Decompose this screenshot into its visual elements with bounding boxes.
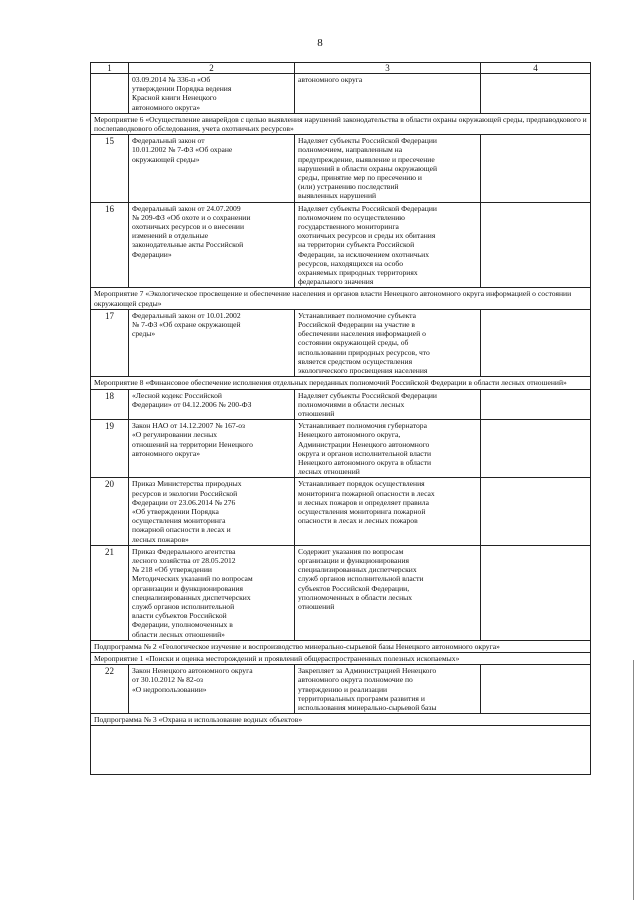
note-cell: [481, 420, 591, 478]
section-title: Подпрограмма № 3 «Охрана и использование водных объектов»: [91, 714, 591, 726]
table-row: [91, 420, 591, 478]
row-number: 17: [91, 309, 129, 376]
row-number: 22: [91, 665, 129, 714]
description-cell: Закрепляет за Администрацией Ненецкого автономного округа полномочие по утверждению и реализации территориальных программ развития и использования минерально-сырьевой базы: [295, 665, 481, 714]
section-title: Мероприятие 6 «Осуществление авиарейдов с целью выявления нарушений законодательства в области охраны окружающей среды, предпаводкового и послепаводкового обследования, учета охотничьих ресурсов»: [91, 113, 591, 134]
row-number: 21: [91, 545, 129, 640]
note-cell: [481, 309, 591, 376]
row-number: [91, 74, 129, 114]
description-cell: Устанавливает полномочие субъекта Российской Федерации на участие в обеспечении населения информацией о состоянии окружающей среды, об использовании природных ресурсов, что является средством осуществления экологического просвещения населения: [295, 309, 481, 376]
legal-act-cell: Закон Ненецкого автономного округа от 30.10.2012 № 82-оз «О недропользовании»: [129, 665, 295, 714]
description-cell: автономного округа: [295, 74, 481, 114]
legal-act-cell: «Лесной кодекс Российской Федерации» от 04.12.2006 № 200-ФЗ: [129, 389, 295, 420]
section-row: [91, 640, 591, 652]
description-cell: Содержит указания по вопросам организации и функционирования специализированных диспетчерских служб органов исполнительной власти субъектов Российской Федерации, уполномоченных в области лесных отношений: [295, 545, 481, 640]
section-title: Мероприятие 1 «Поиски и оценка месторождений и проявлений общераспространенных полезных ископаемых»: [91, 652, 591, 664]
note-cell: [481, 478, 591, 545]
section-row: [91, 714, 591, 726]
note-cell: [481, 665, 591, 714]
table-row: [91, 665, 591, 714]
row-number: 19: [91, 420, 129, 478]
description-cell: Наделяет субъекты Российской Федерации полномочием по осуществлению государственного мониторинга охотничьих ресурсов и среды их обитания на территории субъекта Российской Федерации, за исключением охотничьих ресурсов, находящихся на особо охраняемых природных территориях федерального значения: [295, 202, 481, 288]
column-header: 2: [129, 63, 295, 74]
table-row: [91, 135, 591, 202]
legal-act-cell: Приказ Министерства природных ресурсов и экологии Российской Федерации от 23.06.2014 № 276 «Об утверждении Порядка осуществления мониторинга пожарной опасности в лесах и лесных пожаров»: [129, 478, 295, 545]
table-row: [91, 309, 591, 376]
table-row: [91, 545, 591, 640]
note-cell: [481, 135, 591, 202]
empty-cell: [91, 726, 591, 775]
table-row: [91, 202, 591, 288]
row-number: 20: [91, 478, 129, 545]
legal-act-cell: Федеральный закон от 24.07.2009 № 209-ФЗ «Об охоте и о сохранении охотничьих ресурсов и о внесении изменений в отдельные законодательные акты Российской Федерации»: [129, 202, 295, 288]
blank-row: [91, 726, 591, 775]
table-row: [91, 389, 591, 420]
scan-edge-mark: [633, 660, 634, 900]
section-title: Подпрограмма № 2 «Геологическое изучение и воспроизводство минерально-сырьевой базы Ненецкого автономного округа»: [91, 640, 591, 652]
legal-act-cell: 03.09.2014 № 336-п «Об утверждении Порядка ведения Красной книги Ненецкого автономного округа»: [129, 74, 295, 114]
row-number: 16: [91, 202, 129, 288]
description-cell: Устанавливает полномочия губернатора Ненецкого автономного округа, Администрации Ненецкого автономного округа и органов исполнительной власти Ненецкого автономного округа в области лесных отношений: [295, 420, 481, 478]
description-cell: Наделяет субъекты Российской Федерации полномочием, направленным на предупреждение, выявление и пресечение нарушений в области охраны окружающей среды, принятие мер по пресечению и (или) устранению последствий выявленных нарушений: [295, 135, 481, 202]
page-number: 8: [317, 37, 323, 49]
description-cell: Устанавливает порядок осуществления мониторинга пожарной опасности в лесах и лесных пожаров и определяет правила осуществления мониторинга пожарной опасности в лесах и лесных пожаров: [295, 478, 481, 545]
legal-act-cell: Приказ Федерального агентства лесного хозяйства от 28.05.2012 № 218 «Об утверждении Методических указаний по вопросам организации и функционирования специализированных диспетчерских служб органов исполнительной власти субъектов Российской Федерации, уполномоченных в области лесных отношений»: [129, 545, 295, 640]
note-cell: [481, 545, 591, 640]
column-header: 4: [481, 63, 591, 74]
section-row: [91, 377, 591, 389]
section-row: [91, 113, 591, 134]
section-row: [91, 288, 591, 309]
note-cell: [481, 202, 591, 288]
table-body: [91, 74, 591, 775]
legislation-table: [90, 62, 591, 775]
continued-row: [91, 74, 591, 114]
legal-act-cell: Закон НАО от 14.12.2007 № 167-оз «О регулировании лесных отношений на территории Ненецкого автономного округа»: [129, 420, 295, 478]
legal-act-cell: Федеральный закон от 10.01.2002 № 7-ФЗ «Об охране окружающей среды»: [129, 309, 295, 376]
row-number: 15: [91, 135, 129, 202]
table-row: [91, 478, 591, 545]
note-cell: [481, 74, 591, 114]
section-title: Мероприятие 7 «Экологическое просвещение и обеспечение населения и органов власти Ненецкого автономного округа информацией о состоянии окружающей среды»: [91, 288, 591, 309]
legal-act-cell: Федеральный закон от 10.01.2002 № 7-ФЗ «Об охране окружающей среды»: [129, 135, 295, 202]
section-row: [91, 652, 591, 664]
description-cell: Наделяет субъекты Российской Федерации полномочиями в области лесных отношений: [295, 389, 481, 420]
row-number: 18: [91, 389, 129, 420]
column-header: 3: [295, 63, 481, 74]
table-header-row: [91, 63, 591, 74]
column-header: 1: [91, 63, 129, 74]
section-title: Мероприятие 8 «Финансовое обеспечение исполнения отдельных переданных полномочий Российской Федерации в области лесных отношений»: [91, 377, 591, 389]
note-cell: [481, 389, 591, 420]
